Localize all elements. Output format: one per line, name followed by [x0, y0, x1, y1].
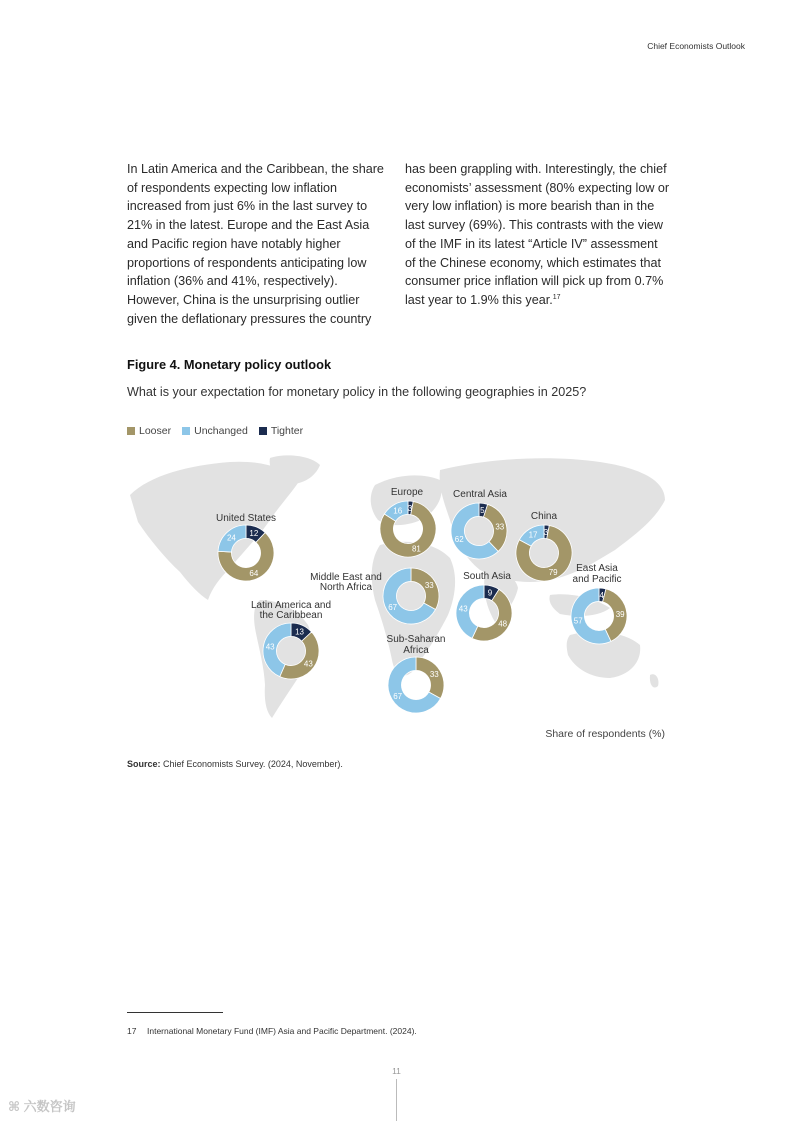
- legend-label-looser: Looser: [139, 425, 172, 437]
- donut-value-label-unchanged: 43: [458, 604, 468, 614]
- page-number: 11: [392, 1066, 401, 1076]
- donut-value-label-tighter: 9: [487, 588, 493, 598]
- donut-value-label-unchanged: 24: [226, 533, 236, 543]
- region-label-china: China: [530, 511, 558, 522]
- footnote-number: 17: [127, 1026, 137, 1036]
- page-number-rule: [396, 1079, 397, 1121]
- region-label-united-states: United States: [215, 513, 277, 524]
- donut-value-label-unchanged: 57: [573, 616, 583, 626]
- running-header: Chief Economists Outlook: [647, 41, 745, 51]
- region-label-east-asia-pacific-line2: and Pacific: [572, 574, 622, 585]
- chart-unit-label: Share of respondents (%): [545, 728, 665, 740]
- legend-swatch-unchanged: [182, 427, 190, 435]
- legend-item-tighter: [259, 425, 303, 437]
- map-new-zealand: [650, 674, 659, 687]
- figure-question: What is your expectation for monetary policy in the following geographies in 2025?: [127, 385, 587, 399]
- donut-value-label-tighter: 5: [480, 505, 485, 515]
- donut-value-label-tighter: 3: [543, 527, 549, 537]
- legend-item-looser: [127, 425, 171, 437]
- donut-value-label-looser: 33: [495, 522, 505, 532]
- region-label-south-asia: South Asia: [463, 571, 511, 582]
- donut-value-label-unchanged: 17: [528, 530, 538, 540]
- body-text-right-column: [405, 160, 670, 310]
- donut-united-states: [218, 525, 274, 581]
- donut-value-label-looser: 33: [429, 670, 439, 680]
- donut-value-label-looser: 79: [548, 568, 558, 578]
- legend-item-unchanged: [182, 425, 248, 437]
- donut-value-label-tighter: 3: [407, 503, 413, 513]
- body-text-left-column: In Latin America and the Caribbean, the share of respondents expecting low inflation increased from just 6% in the last survey to 21% in the latest. Europe and the East Asia and Pacific region have notably higher proportions of respondents anticipating low inflation (36% and 41%, respectively). However, China is the unsurprising outlier given the deflationary pressures the country: [127, 162, 384, 326]
- donut-europe: [380, 501, 436, 557]
- donut-sub-saharan-africa: [388, 657, 444, 713]
- donut-value-label-looser: 39: [615, 609, 625, 619]
- source-label: Source:: [127, 759, 161, 769]
- donut-value-label-tighter: 4: [599, 590, 604, 600]
- donut-value-label-tighter: 13: [295, 627, 304, 637]
- figure-source: [127, 759, 343, 769]
- footnote-divider: [127, 1012, 223, 1013]
- legend-label-unchanged: Unchanged: [194, 425, 248, 437]
- donut-value-label-looser: 48: [498, 619, 508, 629]
- footnote: [127, 1026, 417, 1036]
- donut-value-label-looser: 81: [411, 544, 421, 554]
- donut-value-label-tighter: 12: [249, 529, 259, 539]
- watermark-logo: ⌘ 六数咨询: [8, 1099, 76, 1114]
- footnote-text: International Monetary Fund (IMF) Asia and Pacific Department. (2024).: [147, 1026, 417, 1036]
- donut-south-asia: [456, 585, 512, 641]
- donut-value-label-unchanged: 62: [454, 534, 464, 544]
- region-label-east-asia-pacific: East Asia: [576, 563, 618, 574]
- legend-label-tighter: Tighter: [270, 425, 304, 437]
- donut-value-label-unchanged: 67: [388, 602, 398, 612]
- right-column-text: has been grappling with. Interestingly, the chief economists’ assessment (80% expecting low or very low inflation) is more bearish than in the last survey (69%). This contrasts with the view of the IMF in its latest “Article IV” assessment of the Chinese economy, which estimates that consumer price inflation will pick up from 0.7% last year to 1.9% this year.: [405, 162, 670, 307]
- donut-east-asia-pacific: [571, 588, 627, 644]
- world-map-donut-chart: [120, 450, 675, 725]
- legend-swatch-looser: [127, 427, 135, 435]
- legend-swatch-tighter: [259, 427, 267, 435]
- source-text: Chief Economists Survey. (2024, November).: [163, 759, 343, 769]
- donut-value-label-unchanged: 67: [393, 691, 403, 701]
- donut-value-label-looser: 43: [303, 659, 313, 669]
- figure-title: Figure 4. Monetary policy outlook: [127, 357, 332, 372]
- donut-value-label-unchanged: 43: [265, 642, 275, 652]
- region-label-mena: Middle East and: [310, 572, 382, 583]
- region-label-ssa: Sub-Saharan: [386, 634, 446, 645]
- chart-legend: [127, 425, 303, 437]
- region-label-ssa-line2: Africa: [403, 645, 429, 656]
- region-label-central-asia: Central Asia: [453, 489, 507, 500]
- region-label-latam: Latin America and: [250, 600, 332, 611]
- region-label-mena-line2: North Africa: [319, 582, 373, 593]
- region-label-europe: Europe: [390, 487, 424, 498]
- region-label-latam-line2: the Caribbean: [259, 610, 323, 621]
- map-north-america: [130, 462, 300, 600]
- donut-value-label-looser: 64: [249, 568, 259, 578]
- donut-value-label-looser: 33: [424, 581, 434, 591]
- footnote-ref[interactable]: 17: [552, 293, 561, 301]
- donut-value-label-unchanged: 16: [393, 506, 403, 516]
